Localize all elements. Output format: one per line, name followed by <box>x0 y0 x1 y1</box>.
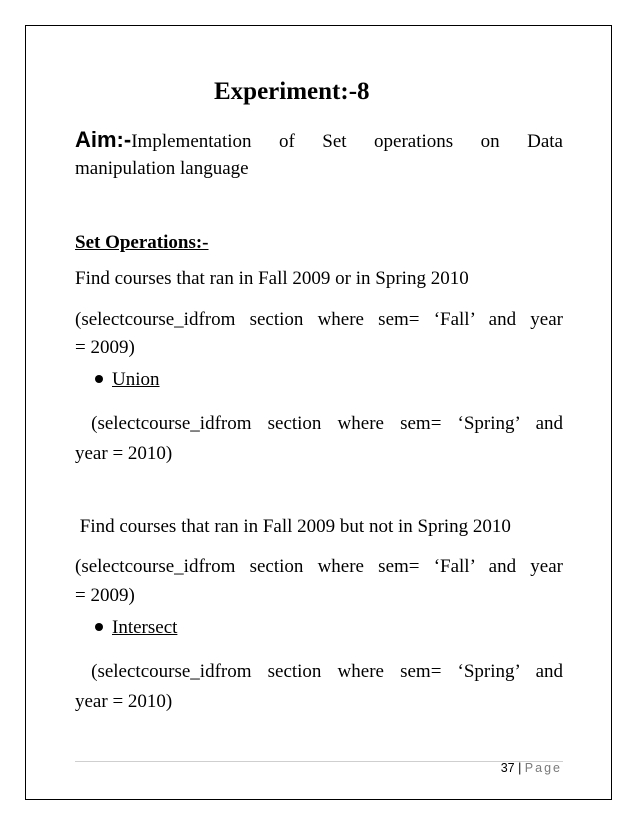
example2-query2-line1: (selectcourse_idfrom section where sem= ‘Spring’ and <box>75 661 563 682</box>
section-heading: Set Operations:- <box>75 232 209 253</box>
example2-question: Find courses that ran in Fall 2009 but not in Spring 2010 <box>75 516 511 537</box>
example1-operator-label: Union <box>112 369 160 390</box>
aim-label: Aim:- <box>75 127 132 152</box>
example1-query1-line2: = 2009) <box>75 337 135 358</box>
page-label: Page <box>524 761 562 775</box>
experiment-title: Experiment:-8 <box>214 78 370 105</box>
page-footer <box>501 761 562 775</box>
bullet-icon <box>95 375 103 383</box>
page-number: 37 <box>500 761 515 775</box>
example2-operator-label: Intersect <box>112 617 178 638</box>
example2-query2-line2: year = 2010) <box>75 691 173 712</box>
page-separator: | <box>514 761 525 775</box>
example1-query2-line1: (selectcourse_idfrom section where sem= ‘Spring’ and <box>75 413 563 434</box>
example2-query1-line2: = 2009) <box>75 585 135 606</box>
aim-text-2: manipulation language <box>75 158 249 179</box>
bullet-icon <box>95 623 103 631</box>
example2-operator <box>95 617 177 639</box>
example1-operator <box>95 369 160 391</box>
aim-text-1: Implementation of Set operations on Data <box>131 131 563 152</box>
example2-query1-line1: (selectcourse_idfrom section where sem= ‘Fall’ and year <box>75 556 563 577</box>
example1-question: Find courses that ran in Fall 2009 or in Spring 2010 <box>75 268 469 289</box>
example1-query1-line1: (selectcourse_idfrom section where sem= ‘Fall’ and year <box>75 309 563 330</box>
footer-divider <box>75 761 563 762</box>
example1-query2-line2: year = 2010) <box>75 443 173 464</box>
